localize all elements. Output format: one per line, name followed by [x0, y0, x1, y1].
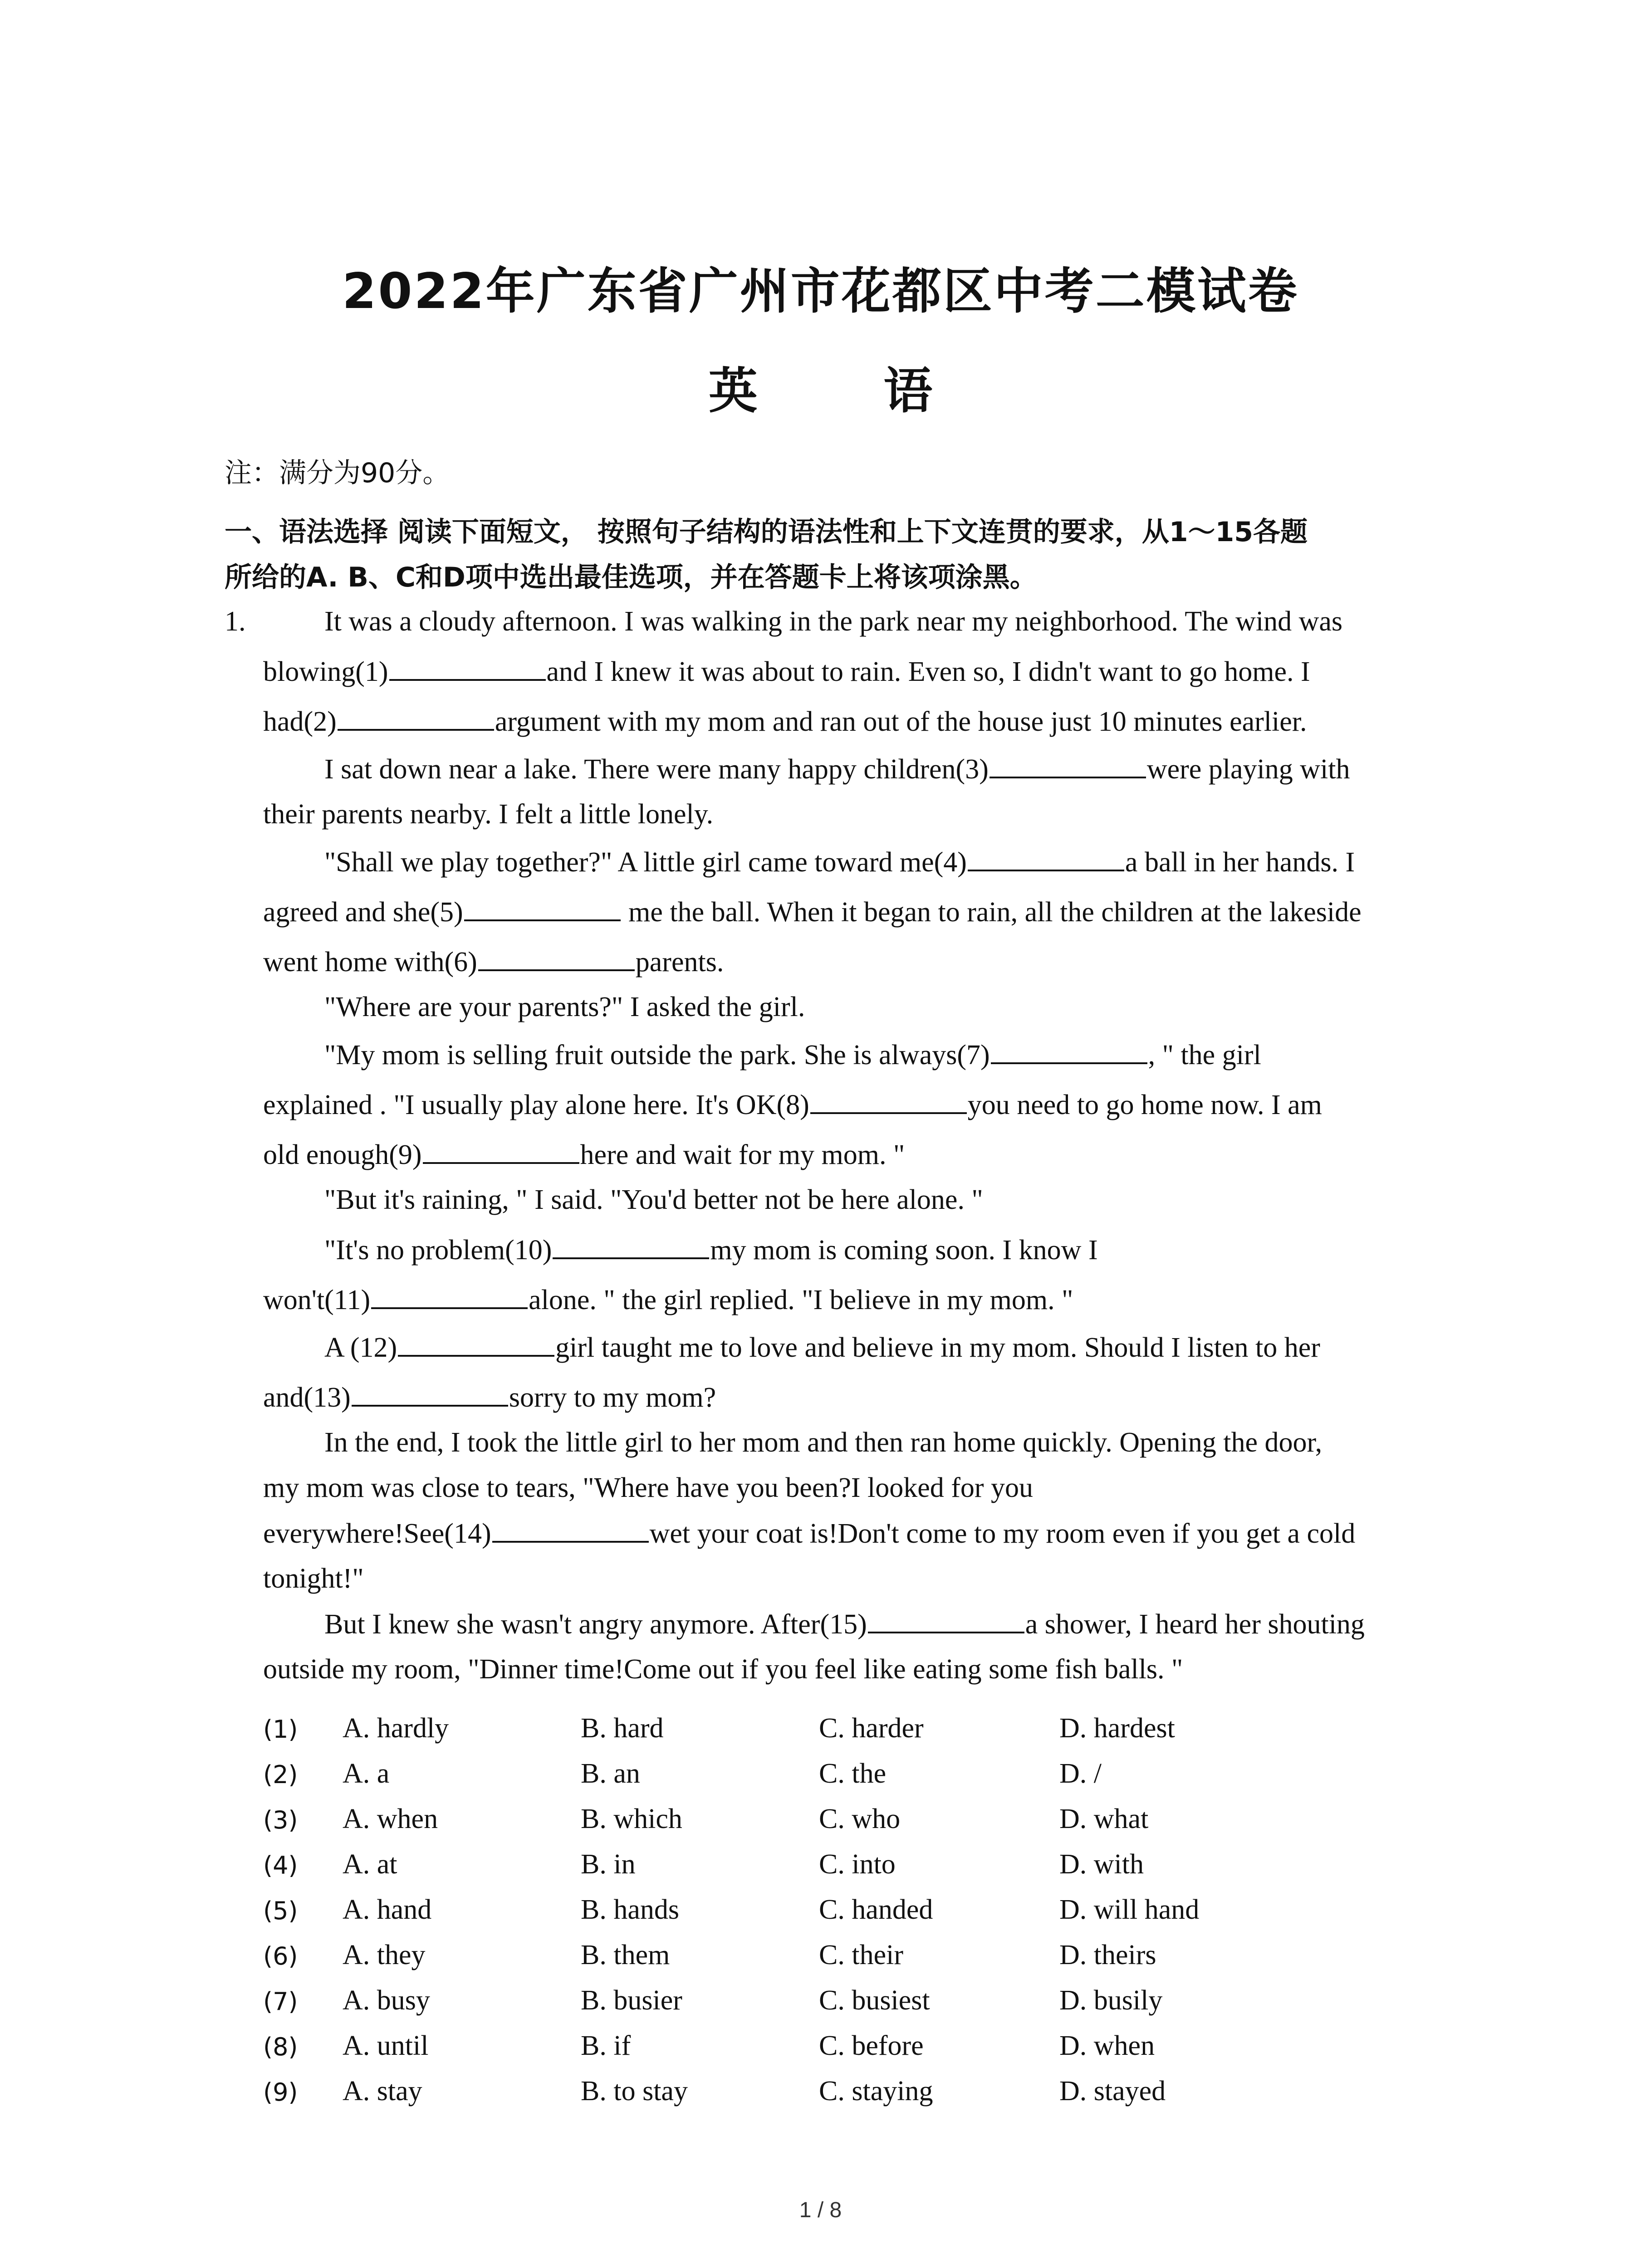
option-c: C. before	[819, 2030, 924, 2061]
passage-text: "But it's raining, " I said. "You'd better not be here alone. "	[324, 1184, 983, 1215]
option-row	[263, 1939, 1443, 1984]
answer-blank	[371, 1284, 528, 1309]
passage-text: a shower, I heard her shouting	[1025, 1609, 1365, 1640]
option-b: B. to stay	[581, 2076, 688, 2107]
answer-blank	[423, 1139, 579, 1164]
section-instruction-line-2: 所给的A. B、C和D项中选出最佳选项，并在答题卡上将该项涂黑。	[225, 562, 1037, 593]
option-d: D. stayed	[1059, 2076, 1166, 2107]
question-number: 1.	[225, 606, 246, 637]
option-number: (4)	[263, 1851, 298, 1880]
passage-line	[263, 1563, 364, 1595]
passage-text: girl taught me to love and believe in my mom. Should I listen to her	[555, 1332, 1320, 1363]
passage-text: everywhere!See(14)	[263, 1518, 491, 1549]
option-c: C. into	[819, 1849, 896, 1880]
passage-text: alone. " the girl replied. "I believe in my mom. "	[529, 1285, 1073, 1315]
page-number: 1 / 8	[799, 2198, 842, 2222]
passage-text: In the end, I took the little girl to her mom and then ran home quickly. Opening the door,	[324, 1427, 1323, 1458]
option-a: A. hardly	[343, 1713, 449, 1744]
passage-line	[263, 1139, 905, 1171]
option-number: (6)	[263, 1942, 298, 1970]
passage-line	[263, 1284, 1073, 1316]
option-a: A. busy	[343, 1985, 430, 2016]
passage-line	[324, 1184, 983, 1216]
answer-blank	[464, 896, 621, 921]
option-c: C. the	[819, 1758, 887, 1789]
passage-text: their parents nearby. I felt a little lonely.	[263, 799, 714, 830]
option-b: B. busier	[581, 1985, 682, 2016]
option-b: B. an	[581, 1758, 640, 1789]
passage-text: my mom is coming soon. I know I	[710, 1235, 1098, 1266]
answer-blank	[338, 705, 494, 731]
option-c: C. harder	[819, 1713, 924, 1744]
option-row	[263, 2075, 1443, 2121]
answer-blank	[389, 655, 546, 681]
option-d: D. busily	[1059, 1985, 1163, 2016]
passage-text: had(2)	[263, 706, 337, 737]
passage-text: A (12)	[324, 1332, 397, 1363]
passage-text: wet your coat is!Don't come to my room even if you get a cold	[649, 1518, 1356, 1549]
passage-line	[263, 655, 1310, 688]
passage-line	[324, 1608, 1365, 1641]
option-number: (5)	[263, 1897, 298, 1925]
passage-text: parents.	[635, 947, 724, 978]
passage-text: won't(11)	[263, 1285, 371, 1315]
passage-text: and(13)	[263, 1382, 351, 1413]
option-d: D. /	[1059, 1758, 1102, 1789]
answer-blank	[553, 1234, 709, 1259]
option-row	[263, 1758, 1443, 1803]
exam-title: 2022年广东省广州市花都区中考二模试卷	[342, 263, 1299, 320]
passage-line	[263, 798, 713, 831]
passage-text: It was a cloudy afternoon. I was walking in the park near my neighborhood. The wind was	[324, 606, 1343, 637]
option-d: D. what	[1059, 1804, 1149, 1834]
passage-text: a ball in her hands. I	[1125, 847, 1355, 878]
option-number: (2)	[263, 1760, 298, 1789]
option-a: A. they	[343, 1940, 426, 1970]
option-number: (8)	[263, 2033, 298, 2061]
option-b: B. which	[581, 1804, 682, 1834]
passage-text: were playing with	[1146, 754, 1350, 785]
option-number: (1)	[263, 1715, 298, 1744]
passage-text: and I knew it was about to rain. Even so, I didn't want to go home. I	[546, 656, 1310, 687]
passage-text: tonight!"	[263, 1563, 364, 1594]
passage-line	[263, 705, 1307, 738]
option-a: A. at	[343, 1849, 397, 1880]
option-a: A. until	[343, 2030, 429, 2061]
passage-line	[263, 1517, 1355, 1550]
passage-line	[263, 946, 724, 978]
passage-line	[324, 1331, 1320, 1364]
option-c: C. handed	[819, 1894, 933, 1925]
option-row	[263, 1984, 1443, 2030]
passage-line	[324, 1039, 1261, 1071]
option-d: D. hardest	[1059, 1713, 1175, 1744]
passage-text: explained . "I usually play alone here. It's OK(8)	[263, 1090, 809, 1120]
option-b: B. them	[581, 1940, 670, 1970]
passage-text: my mom was close to tears, "Where have you been?I looked for you	[263, 1472, 1034, 1503]
passage-text: "My mom is selling fruit outside the park. She is always(7)	[324, 1040, 990, 1070]
option-a: A. hand	[343, 1894, 432, 1925]
answer-blank	[810, 1089, 967, 1114]
passage-line	[324, 606, 1342, 638]
passage-line	[324, 753, 1350, 786]
passage-line	[324, 1234, 1098, 1266]
section-instruction-line-1: 一、语法选择 阅读下面短文， 按照句子结构的语法性和上下文连贯的要求，从1～15各题	[225, 516, 1308, 548]
answer-blank	[352, 1381, 508, 1407]
option-row	[263, 1894, 1443, 1939]
passage-text: agreed and she(5)	[263, 897, 463, 928]
passage-text: I sat down near a lake. There were many happy children(3)	[324, 754, 989, 785]
option-row	[263, 1803, 1443, 1848]
option-c: C. who	[819, 1804, 901, 1834]
option-d: D. will hand	[1059, 1894, 1200, 1925]
passage-line	[263, 1472, 1033, 1504]
score-note: 注：满分为90分。	[225, 457, 450, 489]
passage-text: outside my room, "Dinner time!Come out if you feel like eating some fish balls. "	[263, 1654, 1183, 1685]
option-b: B. hard	[581, 1713, 664, 1744]
passage-text: argument with my mom and ran out of the house just 10 minutes earlier.	[495, 706, 1307, 737]
answer-blank	[868, 1608, 1024, 1633]
passage-text: "Shall we play together?" A little girl came toward me(4)	[324, 847, 967, 878]
option-d: D. with	[1059, 1849, 1144, 1880]
passage-text: me the ball. When it began to rain, all the children at the lakeside	[621, 897, 1362, 928]
option-d: D. theirs	[1059, 1940, 1156, 1970]
option-number: (7)	[263, 1987, 298, 2016]
option-b: B. hands	[581, 1894, 679, 1925]
passage-text: , " the girl	[1148, 1040, 1261, 1070]
option-a: A. a	[343, 1758, 390, 1789]
option-c: C. their	[819, 1940, 903, 1970]
passage-line	[324, 991, 805, 1023]
option-b: B. in	[581, 1849, 636, 1880]
subject-title: 英 语	[708, 363, 987, 420]
answer-blank	[398, 1331, 554, 1357]
passage-text: you need to go home now. I am	[967, 1090, 1322, 1120]
passage-line	[263, 1653, 1183, 1686]
passage-line	[263, 1089, 1322, 1121]
answer-blank	[991, 1039, 1147, 1064]
passage-line	[324, 846, 1355, 879]
option-number: (9)	[263, 2078, 298, 2107]
passage-text: But I knew she wasn't angry anymore. After(15)	[324, 1609, 867, 1640]
passage-line	[324, 1427, 1322, 1459]
option-row	[263, 1712, 1443, 1758]
option-c: C. busiest	[819, 1985, 930, 2016]
answer-blank	[478, 946, 635, 971]
option-d: D. when	[1059, 2030, 1155, 2061]
option-a: A. when	[343, 1804, 438, 1834]
passage-text: "Where are your parents?" I asked the girl.	[324, 992, 805, 1022]
answer-blank	[989, 753, 1146, 778]
passage-line	[263, 896, 1362, 929]
option-c: C. staying	[819, 2076, 933, 2107]
option-b: B. if	[581, 2030, 631, 2061]
answer-blank	[492, 1517, 649, 1543]
option-row	[263, 1848, 1443, 1894]
passage-text: "It's no problem(10)	[324, 1235, 552, 1266]
passage-text: went home with(6)	[263, 947, 477, 978]
passage-text: here and wait for my mom. "	[580, 1139, 905, 1170]
option-row	[263, 2030, 1443, 2075]
passage-text: old enough(9)	[263, 1139, 422, 1170]
option-number: (3)	[263, 1806, 298, 1834]
answer-blank	[968, 846, 1124, 871]
passage-text: sorry to my mom?	[509, 1382, 716, 1413]
passage-text: blowing(1)	[263, 656, 388, 687]
passage-line	[263, 1381, 716, 1414]
option-a: A. stay	[343, 2076, 422, 2107]
